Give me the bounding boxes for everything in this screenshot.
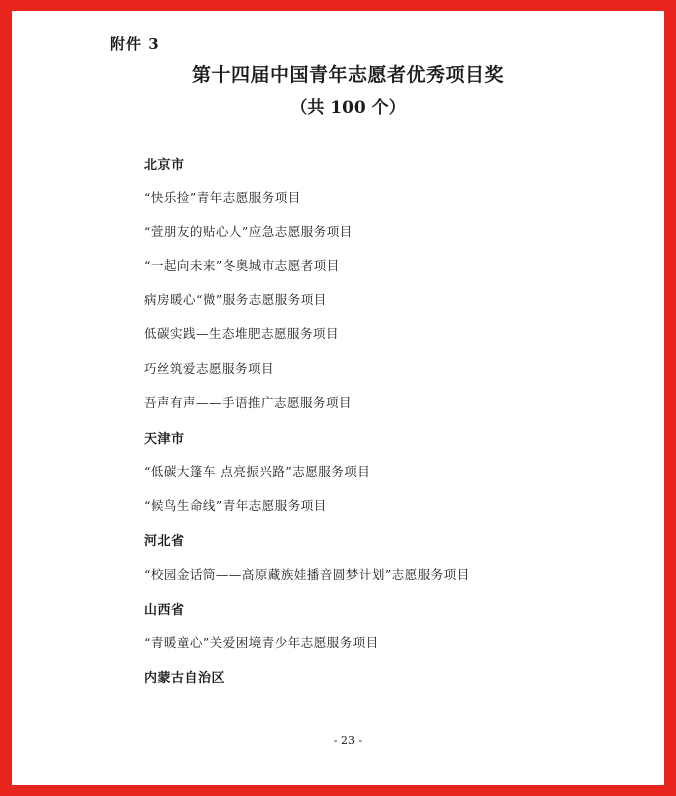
- list-item: “青暖童心”关爱困境青少年志愿服务项目: [144, 635, 379, 650]
- list-item: 巧丝筑爱志愿服务项目: [144, 361, 275, 376]
- list-item: “候鸟生命线”青年志愿服务项目: [144, 498, 327, 513]
- attachment-label: 附件 3: [110, 35, 160, 53]
- list-item: “校园金话筒——高原藏族娃播音圆梦计划”志愿服务项目: [144, 567, 470, 582]
- list-item: “萱朋友的贴心人”应急志愿服务项目: [144, 224, 353, 239]
- region-heading: 天津市: [144, 432, 185, 447]
- list-item: “快乐捡”青年志愿服务项目: [144, 190, 301, 205]
- region-heading: 山西省: [144, 603, 185, 618]
- list-item: 病房暖心“微”服务志愿服务项目: [144, 292, 327, 307]
- region-heading: 北京市: [144, 158, 185, 173]
- region-heading: 河北省: [144, 534, 185, 549]
- page-number: - 23 -: [333, 734, 363, 747]
- document-page: [12, 11, 664, 785]
- list-item: “一起向未来”冬奥城市志愿者项目: [144, 258, 340, 273]
- list-item: “低碳大篷车 点亮振兴路”志愿服务项目: [144, 464, 371, 479]
- region-heading: 内蒙古自治区: [144, 671, 226, 686]
- list-item: 低碳实践—生态堆肥志愿服务项目: [144, 326, 340, 341]
- list-item: 吾声有声——手语推广志愿服务项目: [144, 395, 353, 410]
- document-title: 第十四届中国青年志愿者优秀项目奖: [191, 64, 504, 86]
- document-subtitle: （共 100 个）: [290, 98, 406, 118]
